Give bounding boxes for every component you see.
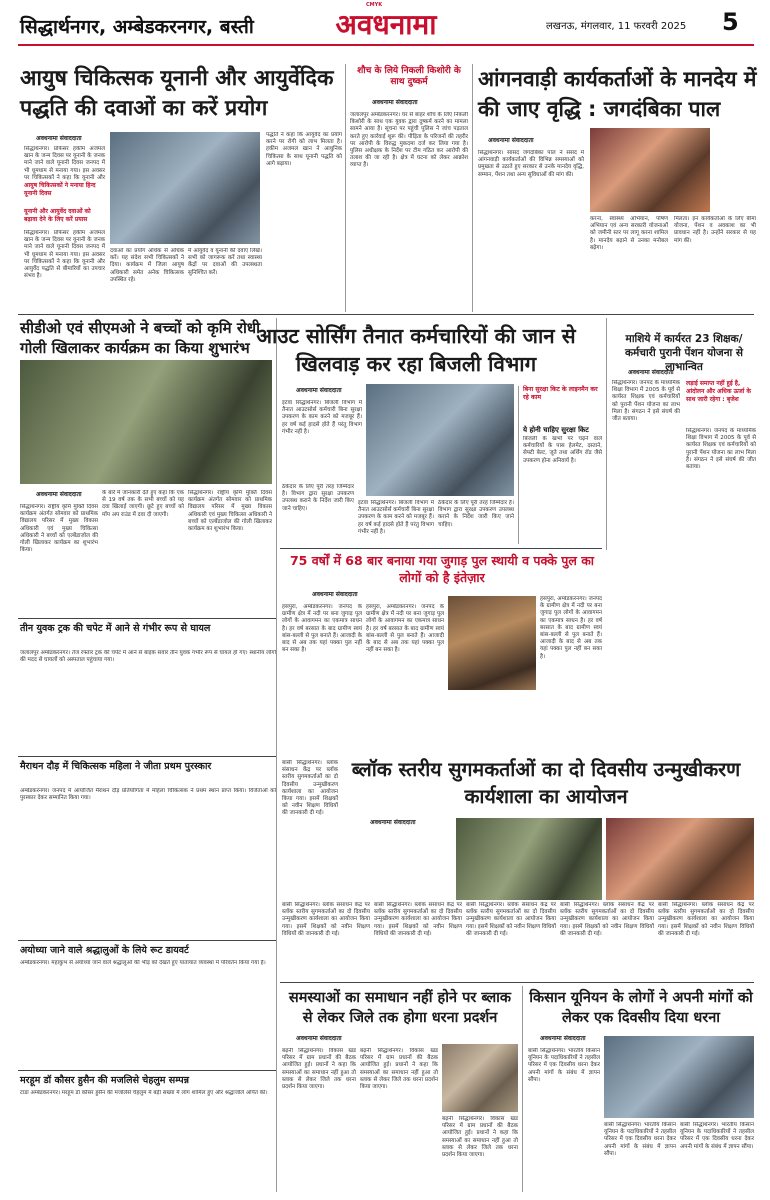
story12-body: टांडा अम्बेडकरनगर। मरहूम डॉ कौसर हुसैन की मजलिसे चेहलुम में बड़ी संख्या में लोग शामिल हुए और श्रद्धांजलि अर्पित की।	[20, 1090, 268, 1096]
story7-body2: सिद्धार्थनगर। जनपद के माध्यमिक शिक्षा विभाग में 2005 के पूर्व से कार्यरत शिक्षक एवं कर्मचारियों को पुरानी पेंशन योजना का लाभ मिला है। संगठन ने इसे संघर्ष की जीत बताया।	[686, 428, 756, 471]
story6-headline: 75 वर्षों में 68 बार बनाया गया जुगाड़ पुल स्थायी व पक्के पुल का लोगों को है इंतेज़ार	[289, 553, 595, 585]
story1-headline: आयुष चिकित्सक यूनानी और आयुर्वेदिक पद्धति की दवाओं का करें प्रयोग	[20, 66, 334, 121]
masthead-text: अवधनामा	[335, 8, 437, 41]
story1-bullets	[24, 182, 105, 224]
story1-bullet-2: यूनानी और आयुर्वेद दवाओं को बढ़ावा देने के लिए करें प्रयास	[24, 208, 91, 223]
story13-body3: बढ़नी सिद्धार्थनगर। विकास खंड परिसर में ग्राम प्रधानों की बैठक आयोजित हुई। प्रधानों ने कहा कि समस्याओं का समाधान नहीं हुआ तो ब्लाक से लेकर जिले तक धरना प्रदर्शन किया जाएगा।	[442, 1116, 518, 1159]
section-rule-1	[18, 314, 754, 315]
col-divider-2	[472, 64, 473, 312]
story13-body1: बढ़नी सिद्धार्थनगर। विकास खंड परिसर में ग्राम प्रधानों की बैठक आयोजित हुई। प्रधानों ने कहा कि समस्याओं का समाधान नहीं हुआ तो ब्लाक से लेकर जिले तक धरना प्रदर्शन किया जाएगा।	[282, 1048, 356, 1091]
page-number: 5	[722, 8, 739, 36]
story9-headline: तीन युवक ट्रक की चपेट में आने से गंभीर रूप से घायल	[20, 623, 211, 634]
story5-body2: ठेकेदार के लिए पूरी तरह जिम्मेदार है। विभाग द्वारा सुरक्षा उपकरण उपलब्ध कराने के निर्देश जारी किए जाने चाहिए।	[282, 484, 354, 512]
story3-photo	[590, 128, 710, 212]
story5-body1: इटवा सिद्धार्थनगर। बिजली विभाग में तैनात आउटसोर्स कर्मचारी बिना सुरक्षा उपकरण के काम करने को मजबूर हैं। हर वर्ष कई हादसे होते हैं परंतु विभाग गंभीर नहीं है।	[282, 400, 362, 435]
callout-subtitle: ये होनी चाहिए सुरक्षा किट	[523, 426, 589, 434]
callout-title: बिना सुरक्षा किट के लाइनमैन कर रहे काम	[523, 386, 598, 401]
story7-quote	[686, 380, 756, 404]
story5-body3: इटवा सिद्धार्थनगर। बिजली विभाग में तैनात आउटसोर्स कर्मचारी बिना सुरक्षा उपकरण के काम करने को मजबूर हैं। हर वर्ष कई हादसे होते हैं परंतु विभाग गंभीर नहीं है।	[358, 500, 434, 535]
story3-body3: मिलता। इन कार्यकर्ताओं के लिए बीमा योजना, पेंशन व अवकाश का भी प्रावधान नहीं है। उन्होंने सरकार से यह मांग की।	[674, 216, 756, 244]
story3-body1: सिद्धार्थनगर। सांसद जगदंबिका पाल ने संसद में आंगनवाड़ी कार्यकर्ताओं की विभिन्न समस्याओं को प्रमुखता से उठाते हुए सरकार से उनके मानदेय वृद्धि, सम्मान, पेंशन तथा अन्य सुविधाओं की मांग की।	[478, 150, 584, 178]
story4-body2b: सिद्धार्थनगर। राष्ट्रीय कृमि मुक्ति दिवस कार्यक्रम अंतर्गत सोमवार को प्राथमिक विद्यालय परिसर में मुख्य विकास अधिकारी एवं मुख्य चिकित्सा अधिकारी ने बच्चों को एल्बेंडाजोल की गोली खिलाकर कार्यक्रम का शुभारंभ किया।	[188, 490, 272, 533]
story1-body3: पद्धति ने कहा कि आयुर्वेद का प्रयोग करने पर रोगी को लाभ मिलता है। हकीम अजमल खान ने आधुनिक चिकित्सा के साथ यूनानी पद्धति को आगे बढ़ाया।	[266, 132, 342, 167]
story8-photo-1	[456, 818, 602, 900]
cmyk-tag: CMYK	[366, 2, 383, 8]
story8-body4: बांसी सिद्धार्थनगर। ब्लॉक संसाधन केंद्र पर ब्लॉक स्तरीय सुगमकर्ताओं का दो दिवसीय उन्मुखीकरण कार्यशाला का आयोजन किया गया। इसमें शिक्षकों को नवीन शिक्षण विधियों की जानकारी दी गई।	[560, 902, 654, 937]
brief-rule-1	[18, 618, 276, 619]
story14-photo	[604, 1036, 754, 1118]
edition-title: सिद्धार्थनगर, अम्बेडकरनगर, बस्ती	[20, 16, 254, 38]
story12-headline: मरहूम डॉ कौसर हुसैन की मजलिसे चेहलुम सम्पन्न	[20, 1075, 190, 1086]
story5-body4: ठेकेदार के लिए पूरी तरह जिम्मेदार है। विभाग द्वारा सुरक्षा उपकरण उपलब्ध कराने के निर्देश जारी किए जाने चाहिए।	[438, 500, 514, 528]
story8-body2: बांसी सिद्धार्थनगर। ब्लॉक संसाधन केंद्र पर ब्लॉक स्तरीय सुगमकर्ताओं का दो दिवसीय उन्मुखीकरण कार्यशाला का आयोजन किया गया। इसमें शिक्षकों को नवीन शिक्षण विधियों की जानकारी दी गई।	[374, 902, 462, 937]
story5-photo	[366, 384, 514, 496]
story4-body2: के बारे में जानकारी देते हुए कहा कि एक से 19 वर्ष तक के सभी बच्चों को यह दवा खिलाई जाएगी। छूटे हुए बच्चों को मॉप अप राउंड में दवा दी जाएगी।	[102, 490, 184, 518]
story1-bullet-1: आयुष चिकित्सकों ने मनाया हिन्द यूनानी दिवस	[24, 182, 96, 197]
story3-headline: आंगनवाड़ी कार्यकर्ताओं के मानदेय में की जाए वृद्धि : जगदंबिका पाल	[478, 67, 757, 121]
story1-byline: अवधनामा संवाददाता	[36, 135, 82, 142]
col-divider-5	[276, 618, 277, 1192]
story14-headline: किसान यूनियन के लोगों ने अपनी मांगों को लेकर एक दिवसीय दिया धरना	[529, 990, 753, 1026]
story14-body1: बांसी सिद्धार्थनगर। भारतीय किसान यूनियन के पदाधिकारियों ने तहसील परिसर में एक दिवसीय धरना देकर अपनी मांगों के संबंध में ज्ञापन सौंपा।	[528, 1048, 600, 1083]
story8-photo-2	[606, 818, 754, 900]
story14-byline: अवधनामा संवाददाता	[540, 1035, 586, 1042]
story7-body: सिद्धार्थनगर। जनपद के माध्यमिक शिक्षा विभाग में 2005 के पूर्व से कार्यरत शिक्षक एवं कर्मचारियों को पुरानी पेंशन योजना का लाभ मिला है। संगठन ने इसे संघर्ष की जीत बताया।	[612, 380, 680, 423]
story8-body3: बांसी सिद्धार्थनगर। ब्लॉक संसाधन केंद्र पर ब्लॉक स्तरीय सुगमकर्ताओं का दो दिवसीय उन्मुखीकरण कार्यशाला का आयोजन किया गया। इसमें शिक्षकों को नवीन शिक्षण विधियों की जानकारी दी गई।	[466, 902, 556, 937]
story13-body2: बढ़नी सिद्धार्थनगर। विकास खंड परिसर में ग्राम प्रधानों की बैठक आयोजित हुई। प्रधानों ने कहा कि समस्याओं का समाधान नहीं हुआ तो ब्लाक से लेकर जिले तक धरना प्रदर्शन किया जाएगा।	[360, 1048, 438, 1091]
story9-body: जलालपुर अम्बेडकरनगर। तेज रफ्तार ट्रक की चपेट में आने से बाइक सवार तीन युवक गंभीर रूप से घायल हो गए। स्थानीय लोगों की मदद से घायलों को अस्पताल पहुंचाया गया।	[20, 650, 276, 664]
story5-callout	[518, 386, 602, 544]
story8-body5: बांसी सिद्धार्थनगर। ब्लॉक संसाधन केंद्र पर ब्लॉक स्तरीय सुगमकर्ताओं का दो दिवसीय उन्मुखीकरण कार्यशाला का आयोजन किया गया। इसमें शिक्षकों को नवीन शिक्षण विधियों की जानकारी दी गई।	[658, 902, 754, 937]
story2-headline: शौच के लिये निकली किशोरी के साथ दुष्कर्म	[357, 66, 461, 87]
story5-byline: अवधनामा संवाददाता	[296, 387, 342, 394]
story6-rule	[280, 548, 602, 549]
story1-body1b: सिद्धार्थनगर। प्रोफेसर हकीम अजमल खान के जन्म दिवस पर यूनानी के जनक माने जाने वाले यूनानी दिवस जनपद में भी धूमधाम से मनाया गया। इस अवसर पर चिकित्सकों ने कहा कि यूनानी और आयुर्वेद पद्धति से बीमारियों का उपचार संभव है।	[24, 230, 105, 280]
story8-body0: बांसी सिद्धार्थनगर। ब्लॉक संसाधन केंद्र पर ब्लॉक स्तरीय सुगमकर्ताओं का दो दिवसीय उन्मुखीकरण कार्यशाला का आयोजन किया गया। इसमें शिक्षकों को नवीन शिक्षण विधियों की जानकारी दी गई।	[282, 760, 338, 817]
story5-headline: आउट सोर्सिंग तैनात कर्मचारियों की जान से खिलवाड़ कर रहा बिजली विभाग	[256, 324, 576, 376]
story14-body2: बांसी सिद्धार्थनगर। भारतीय किसान यूनियन के पदाधिकारियों ने तहसील परिसर में एक दिवसीय धरना देकर अपनी मांगों के संबंध में ज्ञापन सौंपा।	[604, 1122, 676, 1157]
story10-headline: मैराथन दौड़ में चिकित्सक महिला ने जीता प्रथम पुरस्कार	[20, 761, 212, 772]
story13-byline: अवधनामा संवाददाता	[296, 1035, 342, 1042]
masthead-logo	[326, 8, 446, 42]
dateline: लखनऊ, मंगलवार, 11 फरवरी 2025	[546, 21, 687, 32]
story13-headline: समस्याओं का समाधान नहीं होने पर ब्लाक से लेकर जिले तक होगा धरना प्रदर्शन	[288, 990, 512, 1026]
story6-body2: हसपुरा, अम्बेडकरनगर। जनपद के ग्रामीण क्षेत्र में नदी पर बना जुगाड़ पुल लोगों के आवागमन का एकमात्र साधन है। हर वर्ष बरसात के बाद ग्रामीण स्वयं बांस-बल्ली से पुल बनाते हैं। आजादी के बाद से अब तक यहां पक्का पुल नहीं बन सका है।	[366, 604, 444, 654]
header-rule	[18, 44, 754, 46]
story6-photo	[448, 596, 536, 690]
callout-text: बिजली के खंभों पर चढ़ने वाले कर्मचारियों के पास हेलमेट, दस्ताने, सेफ्टी बेल्ट, जूते तथा अर्थिंग रॉड जैसे उपकरण होना अनिवार्य है।	[523, 436, 602, 464]
story11-body: अम्बेडकरनगर। महाकुंभ से अयोध्या जाने वाले श्रद्धालुओं की भीड़ को देखते हुए यातायात व्यवस्था में परिवर्तन किया गया है।	[20, 960, 266, 966]
story8-body1: बांसी सिद्धार्थनगर। ब्लॉक संसाधन केंद्र पर ब्लॉक स्तरीय सुगमकर्ताओं का दो दिवसीय उन्मुखीकरण कार्यशाला का आयोजन किया गया। इसमें शिक्षकों को नवीन शिक्षण विधियों की जानकारी दी गई।	[282, 902, 370, 937]
story8-byline: अवधनामा संवाददाता	[370, 819, 416, 826]
story7-quote-text: लड़ाई समाप्त नहीं हुई है, आंदोलन और अधिक ऊर्जा के साथ जारी रहेगा : बृजेश	[686, 380, 751, 403]
story6-body3: हसपुरा, अम्बेडकरनगर। जनपद के ग्रामीण क्षेत्र में नदी पर बना जुगाड़ पुल लोगों के आवागमन का एकमात्र साधन है। हर वर्ष बरसात के बाद ग्रामीण स्वयं बांस-बल्ली से पुल बनाते हैं। आजादी के बाद से अब तक यहां पक्का पुल नहीं बन सका है।	[540, 596, 602, 660]
story4-headline: सीडीओ एवं सीएमओ ने बच्चों को कृमि रोधी गोली खिलाकर कार्यक्रम का किया शुभारंभ	[20, 319, 260, 357]
story13-photo	[442, 1044, 518, 1112]
story11-headline: अयोध्या जाने वाले श्रद्धालुओं के लिये रूट डायवर्ट	[20, 945, 189, 956]
story4-byline: अवधनामा संवाददाता	[36, 491, 82, 498]
story6-byline: अवधनामा संवाददाता	[312, 591, 358, 598]
brief-rule-4	[18, 1070, 276, 1071]
story14-body3: बांसी सिद्धार्थनगर। भारतीय किसान यूनियन के पदाधिकारियों ने तहसील परिसर में एक दिवसीय धरना देकर अपनी मांगों के संबंध में ज्ञापन सौंपा।	[680, 1122, 754, 1150]
story3-body2: करना, स्वास्थ्य अभियान, पोषण अभियान एवं अन्य सरकारी योजनाओं को जमीनी स्तर पर लागू करना शामिल है। मानदेय बढ़ाने से उनका मनोबल बढ़ेगा।	[590, 216, 668, 251]
story4-body1: सिद्धार्थनगर। राष्ट्रीय कृमि मुक्ति दिवस कार्यक्रम अंतर्गत सोमवार को प्राथमिक विद्यालय परिसर में मुख्य विकास अधिकारी एवं मुख्य चिकित्सा अधिकारी ने बच्चों को एल्बेंडाजोल की गोली खिलाकर कार्यक्रम का शुभारंभ किया।	[20, 504, 98, 554]
story4-photo	[20, 360, 272, 484]
section-rule-2	[280, 982, 754, 983]
story7-byline: अवधनामा संवाददाता	[628, 369, 674, 376]
story1-body1: सिद्धार्थनगर। प्रोफेसर हकीम अजमल खान के जन्म दिवस पर यूनानी के जनक माने जाने वाले यूनानी दिवस जनपद में भी धूमधाम से मनाया गया। इस अवसर पर चिकित्सकों ने कहा कि यूनानी और	[24, 146, 105, 181]
story7-headline: माशिये में कार्यरत 23 शिक्षक/कर्मचारी पुरानी पेंशन योजना से लाभान्वित	[624, 333, 744, 373]
story3-byline: अवधनामा संवाददाता	[488, 137, 534, 144]
brief-rule-3	[18, 940, 276, 941]
story6-body: हसपुरा, अम्बेडकरनगर। जनपद के ग्रामीण क्षेत्र में नदी पर बना जुगाड़ पुल लोगों के आवागमन का एकमात्र साधन है। हर वर्ष बरसात के बाद ग्रामीण स्वयं बांस-बल्ली से पुल बनाते हैं। आजादी के बाद से अब तक यहां पक्का पुल नहीं बन सका है।	[282, 604, 362, 654]
col-divider-4	[606, 318, 607, 550]
story1-body4: में आयुर्वेद व यूनानी की दवाएं लिखें। सभी को जागरूक करें तथा स्वास्थ्य केंद्रों पर दवाओं की उपलब्धता सुनिश्चित करें।	[188, 248, 262, 276]
brief-rule-2	[18, 756, 276, 757]
col-divider-1	[345, 64, 346, 312]
story2-body: जलालपुर अम्बेडकरनगर। घर से बाहर शौच के लिए निकली किशोरी के साथ एक युवक द्वारा दुष्कर्म करने का मामला सामने आया है। सूचना पर पहुंची पुलिस ने जांच पड़ताल करते हुए कार्रवाई शुरू की। पीड़िता के परिजनों की तहरीर पर आरोपी के विरुद्ध मुकदमा दर्ज कर लिया गया है। पुलिस अधीक्षक के निर्देश पर टीम गठित कर आरोपी की तलाश की जा रही है। क्षेत्र में घटना को लेकर आक्रोश व्याप्त है।	[350, 112, 468, 169]
story10-body: अम्बेडकरनगर। जनपद में आयोजित मैराथन दौड़ प्रतियोगिता में महिला चिकित्सक ने प्रथम स्थान प्राप्त किया। विजेताओं को पुरस्कार देकर सम्मानित किया गया।	[20, 788, 276, 802]
col-divider-6	[522, 986, 523, 1192]
story1-body2: दवाओं का प्रयोग अधिक से अधिक करें। यह संदेश सभी चिकित्सकों ने दिया। कार्यक्रम में जिला आयुष अधिकारी समेत अनेक चिकित्सक उपस्थित रहे।	[110, 248, 184, 283]
story8-headline: ब्लॉक स्तरीय सुगमकर्ताओं का दो दिवसीय उन्मुखीकरण कार्यशाला का आयोजन	[351, 758, 741, 808]
story1-photo	[110, 132, 260, 244]
story2-byline: अवधनामा संवाददाता	[372, 99, 418, 106]
